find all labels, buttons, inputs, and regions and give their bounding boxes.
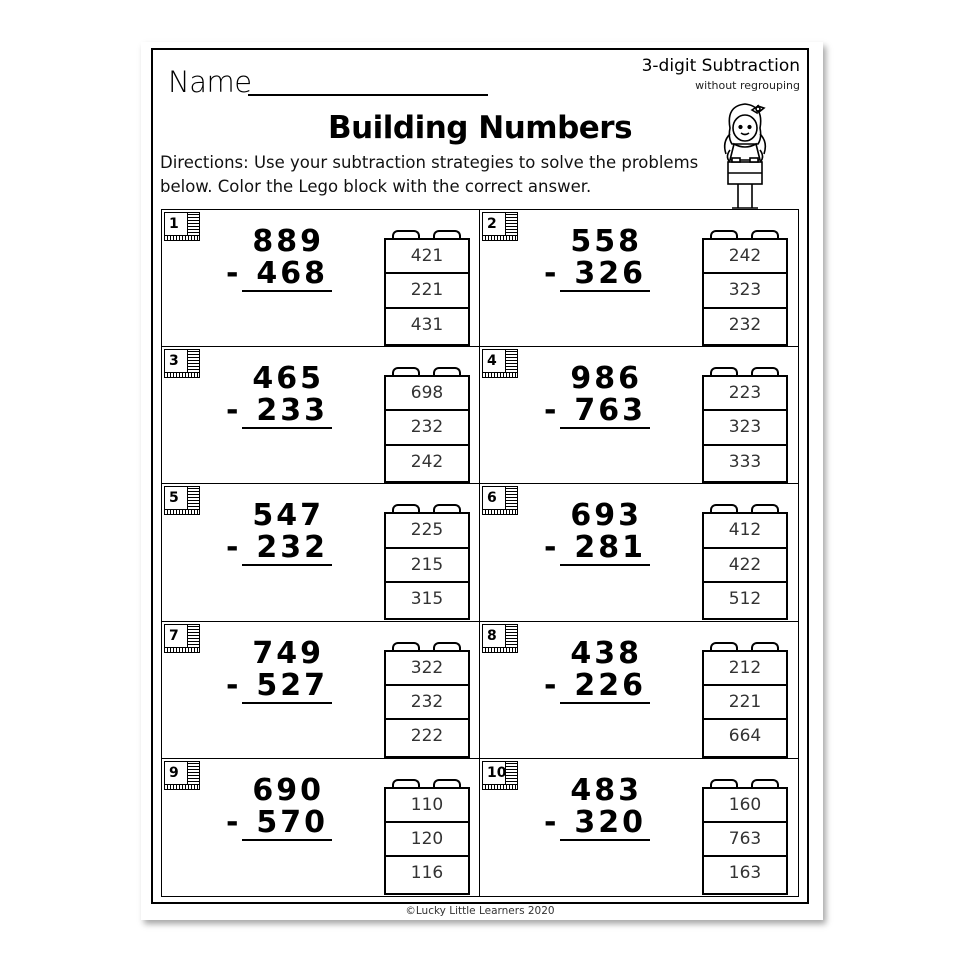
subtraction-problem [226, 772, 328, 841]
subtrahend: 320 [574, 804, 646, 840]
subtrahend: 226 [574, 667, 646, 703]
problem-number: 3 [164, 349, 188, 373]
minuend: 483 [570, 772, 642, 808]
problem-number: 2 [482, 212, 506, 236]
directions-text: Directions: Use your subtraction strategies to solve the problems below. Color the Lego block with the correct answer. [160, 153, 699, 196]
subtrahend: 232 [256, 530, 328, 566]
problem-cell [480, 759, 798, 896]
copyright-text: ©Lucky Little Learners 2020 [405, 905, 555, 917]
problem-cell [480, 210, 798, 347]
name-label: Name [168, 65, 252, 99]
subtrahend: 281 [574, 530, 646, 566]
subtrahend-row [226, 256, 332, 292]
badge-stripes [482, 236, 518, 241]
answer-option[interactable]: 512 [728, 588, 762, 609]
subtrahend-row [226, 667, 332, 704]
answer-option[interactable]: 120 [386, 823, 468, 857]
topic-label: 3-digit Subtraction [641, 56, 800, 76]
problem-number: 1 [164, 212, 188, 236]
subtrahend-row [544, 256, 650, 292]
lego-block [384, 367, 470, 475]
problem-cell [162, 622, 480, 759]
problem-number-badge [162, 622, 200, 656]
lego-answer-options [702, 375, 788, 483]
lego-block [384, 504, 470, 612]
answer-option[interactable]: 421 [386, 240, 468, 274]
badge-stripes [188, 486, 200, 513]
lego-block [384, 779, 470, 887]
subtrahend-row [544, 393, 650, 429]
name-field[interactable] [248, 94, 488, 96]
answer-option[interactable]: 242 [410, 451, 444, 472]
lego-answer-options [702, 238, 788, 346]
badge-stripes [482, 785, 518, 790]
problem-number-badge [480, 622, 518, 656]
answer-option[interactable]: 323 [704, 411, 786, 445]
minuend: 547 [252, 498, 324, 534]
subtrahend: 527 [256, 667, 328, 703]
answer-option[interactable]: 110 [386, 789, 468, 823]
answer-option[interactable]: 222 [410, 726, 444, 747]
problem-number-badge [480, 347, 518, 381]
lego-block [384, 642, 470, 750]
problem-cell [162, 210, 480, 347]
badge-stripes [506, 212, 518, 239]
badge-stripes [188, 212, 200, 239]
answer-option[interactable]: 225 [386, 514, 468, 548]
answer-option[interactable]: 223 [704, 377, 786, 411]
badge-stripes [188, 761, 200, 788]
problem-number: 7 [164, 624, 188, 648]
lego-answer-options [384, 512, 470, 620]
problem-number-badge [162, 484, 200, 518]
problems-grid [161, 209, 799, 897]
problem-number: 9 [164, 761, 188, 785]
problem-number: 5 [164, 486, 188, 510]
lego-block [702, 779, 788, 887]
problem-number: 4 [482, 349, 506, 373]
badge-stripes [482, 373, 518, 378]
minus-sign: - [226, 804, 242, 840]
lego-answer-options [702, 787, 788, 895]
problem-number-badge [480, 759, 518, 793]
subtrahend-row [544, 804, 650, 841]
answer-option[interactable]: 323 [704, 274, 786, 308]
lego-answer-options [384, 238, 470, 346]
badge-stripes [188, 624, 200, 651]
answer-option[interactable]: 333 [728, 451, 762, 472]
subtrahend-row [226, 804, 332, 841]
problem-cell [162, 759, 480, 896]
answer-option[interactable]: 664 [728, 726, 762, 747]
problem-cell [162, 347, 480, 484]
minuend: 558 [570, 224, 642, 259]
minuend: 986 [570, 361, 642, 397]
answer-option[interactable]: 215 [386, 549, 468, 583]
subtopic-label: without regrouping [695, 79, 800, 92]
answer-option[interactable]: 116 [410, 863, 444, 884]
badge-stripes [164, 785, 200, 790]
lego-answer-options [702, 512, 788, 620]
subtraction-problem [544, 361, 646, 429]
subtrahend: 326 [574, 256, 646, 291]
problem-number: 6 [482, 486, 506, 510]
subtraction-problem [226, 498, 328, 566]
lego-block [702, 642, 788, 750]
answer-option[interactable]: 212 [704, 652, 786, 686]
answer-option[interactable]: 163 [728, 863, 762, 884]
answer-option[interactable]: 422 [704, 549, 786, 583]
subtraction-problem [544, 635, 646, 704]
subtrahend-row [544, 667, 650, 704]
subtraction-problem [226, 224, 328, 292]
subtrahend: 570 [256, 804, 328, 840]
answer-option[interactable]: 763 [704, 823, 786, 857]
answer-option[interactable]: 242 [704, 240, 786, 274]
subtrahend: 468 [256, 256, 328, 291]
minus-sign: - [226, 667, 242, 703]
minus-sign: - [226, 530, 242, 566]
answer-option[interactable]: 412 [704, 514, 786, 548]
page-title: Building Numbers [327, 110, 633, 146]
minuend: 438 [570, 635, 642, 671]
subtraction-problem [226, 361, 328, 429]
subtrahend: 233 [256, 393, 328, 429]
badge-stripes [482, 510, 518, 515]
lego-answer-options [384, 787, 470, 895]
answer-option[interactable]: 315 [410, 588, 444, 609]
lego-block [702, 230, 788, 338]
answer-option[interactable]: 431 [410, 314, 444, 335]
minuend: 693 [570, 498, 642, 534]
badge-stripes [164, 373, 200, 378]
minus-sign: - [226, 393, 242, 429]
minuend: 465 [252, 361, 324, 397]
subtraction-problem [226, 635, 328, 704]
minuend: 749 [252, 635, 324, 671]
problem-cell [480, 347, 798, 484]
problem-number-badge [480, 210, 518, 244]
problem-cell [480, 622, 798, 759]
lego-block [702, 367, 788, 475]
subtrahend: 763 [574, 393, 646, 429]
lego-answer-options [702, 650, 788, 758]
answer-option[interactable]: 232 [728, 314, 762, 335]
minuend: 889 [252, 224, 324, 259]
problem-number-badge [480, 484, 518, 518]
badge-stripes [482, 648, 518, 653]
answer-option[interactable]: 232 [386, 411, 468, 445]
lego-block [702, 504, 788, 612]
badge-stripes [506, 761, 518, 788]
minus-sign: - [226, 256, 242, 291]
minus-sign: - [544, 804, 560, 840]
answer-option[interactable]: 232 [386, 686, 468, 720]
problem-number: 8 [482, 624, 506, 648]
subtrahend-row [226, 393, 332, 429]
problem-number-badge [162, 210, 200, 244]
badge-stripes [164, 510, 200, 515]
subtraction-problem [544, 224, 646, 292]
answer-option[interactable]: 221 [704, 686, 786, 720]
subtrahend-row [544, 530, 650, 566]
problem-cell [480, 484, 798, 621]
problem-number: 10 [482, 761, 506, 785]
badge-stripes [506, 349, 518, 376]
minuend: 690 [252, 772, 324, 808]
answer-option[interactable]: 322 [386, 652, 468, 686]
lego-block [384, 230, 470, 338]
badge-stripes [188, 349, 200, 376]
badge-stripes [164, 236, 200, 241]
problem-cell [162, 484, 480, 621]
girl-holding-lego-icon [712, 98, 778, 212]
minus-sign: - [544, 667, 560, 703]
answer-option[interactable]: 698 [386, 377, 468, 411]
lego-answer-options [384, 650, 470, 758]
problem-number-badge [162, 759, 200, 793]
minus-sign: - [544, 256, 560, 291]
subtraction-problem [544, 772, 646, 841]
subtraction-problem [544, 498, 646, 566]
subtrahend-row [226, 530, 332, 566]
badge-stripes [506, 624, 518, 651]
answer-option[interactable]: 221 [386, 274, 468, 308]
badge-stripes [506, 486, 518, 513]
lego-answer-options [384, 375, 470, 483]
problem-number-badge [162, 347, 200, 381]
minus-sign: - [544, 530, 560, 566]
minus-sign: - [544, 393, 560, 429]
answer-option[interactable]: 160 [704, 789, 786, 823]
badge-stripes [164, 648, 200, 653]
